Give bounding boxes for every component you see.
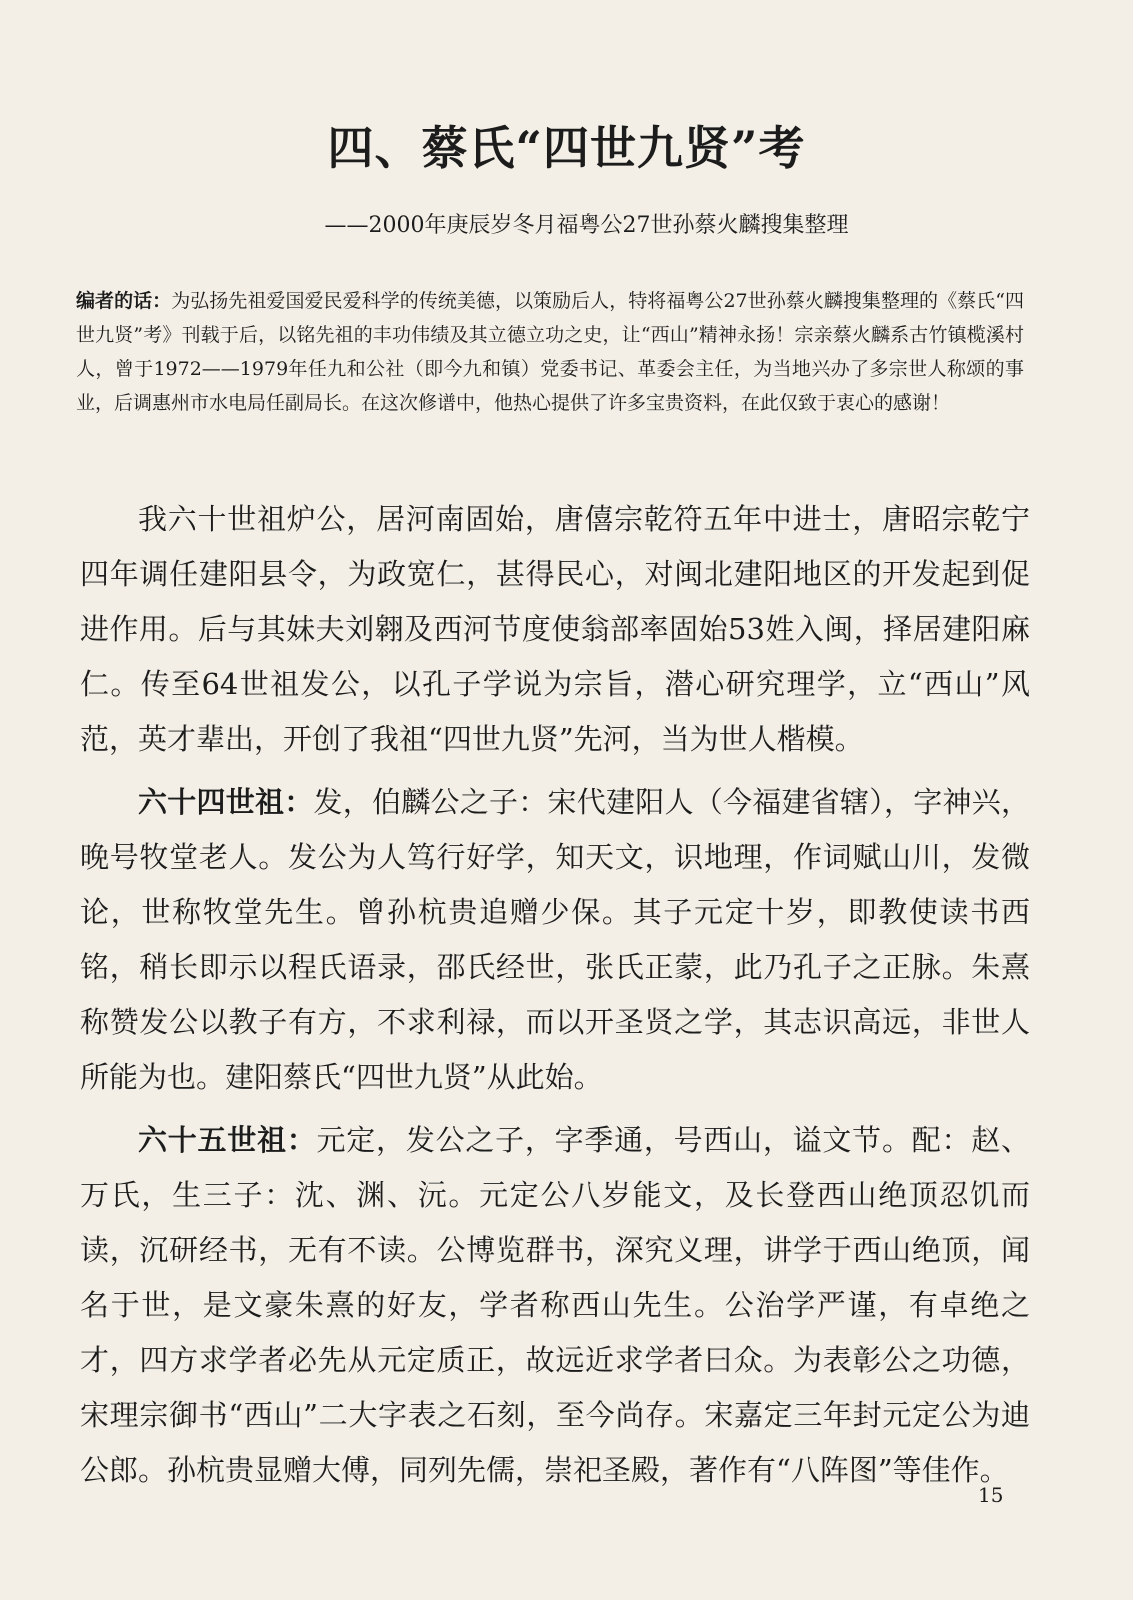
paragraph — [80, 492, 1030, 767]
page-subtitle: ——2000年庚辰岁冬月福粤公27世孙蔡火麟搜集整理 — [324, 213, 849, 238]
paragraph-text: 我六十世祖炉公，居河南固始，唐僖宗乾符五年中进士，唐昭宗乾宁四年调任建阳县令，为政宽仁，甚得民心，对闽北建阳地区的开发起到促进作用。后与其妹夫刘翱及西河节度使翁部率固始53姓入闽，择居建阳麻仁。传至64世祖发公，以孔子学说为宗旨，潜心研究理学，立“西山”风范，英才辈出，开创了我祖“四世九贤”先河，当为世人楷模。 — [80, 502, 1030, 756]
editor-note-text: 为弘扬先祖爱国爱民爱科学的传统美德，以策励后人，特将福粤公27世孙蔡火麟搜集整理的《蔡氏“四世九贤”考》刊载于后，以铭先祖的丰功伟绩及其立德立功之史，让“西山”精神永扬！宗亲蔡火麟系古竹镇榄溪村人，曾于1972——1979年任九和公社（即今九和镇）党委书记、革委会主任，为当地兴办了多宗世人称颂的事业，后调惠州市水电局任副局长。在这次修谱中，他热心提供了许多宝贵资料，在此仅致于衷心的感谢！ — [76, 290, 1024, 414]
paragraph — [80, 1113, 1030, 1498]
page-number: 15 — [978, 1483, 1004, 1507]
paragraph-text: 元定，发公之子，字季通，号西山，谥文节。配：赵、万氏，生三子：沈、渊、沅。元定公八岁能文，及长登西山绝顶忍饥而读，沉研经书，无有不读。公博览群书，深究义理，讲学于西山绝顶，闻名于世，是文豪朱熹的好友，学者称西山先生。公治学严谨，有卓绝之才，四方求学者必先从元定质正，故远近求学者曰众。为表彰公之功德，宋理宗御书“西山”二大字表之石刻，至今尚存。宋嘉定三年封元定公为迪公郎。孙杭贵显赠大傅，同列先儒，崇祀圣殿，著作有“八阵图”等佳作。 — [80, 1123, 1030, 1487]
paragraph-text: 发，伯麟公之子：宋代建阳人（今福建省辖），字神兴，晚号牧堂老人。发公为人笃行好学，知天文，识地理，作词赋山川，发微论，世称牧堂先生。曾孙杭贵追赠少保。其子元定十岁，即教使读书西铭，稍长即示以程氏语录，邵氏经世，张氏正蒙，此乃孔子之正脉。朱熹称赞发公以教子有方，不求利禄，而以开圣贤之学，其志识高远，非世人所能为也。建阳蔡氏“四世九贤”从此始。 — [80, 785, 1030, 1094]
page-title: 四、蔡氏“四世九贤”考 — [327, 121, 806, 175]
editor-note-lead: 编者的话： — [76, 290, 172, 312]
paragraph-heading: 六十五世祖： — [138, 1123, 317, 1157]
body-text — [80, 492, 1030, 1506]
paragraph-heading: 六十四世祖： — [138, 785, 314, 819]
editor-note — [76, 284, 1024, 420]
paragraph — [80, 775, 1030, 1105]
